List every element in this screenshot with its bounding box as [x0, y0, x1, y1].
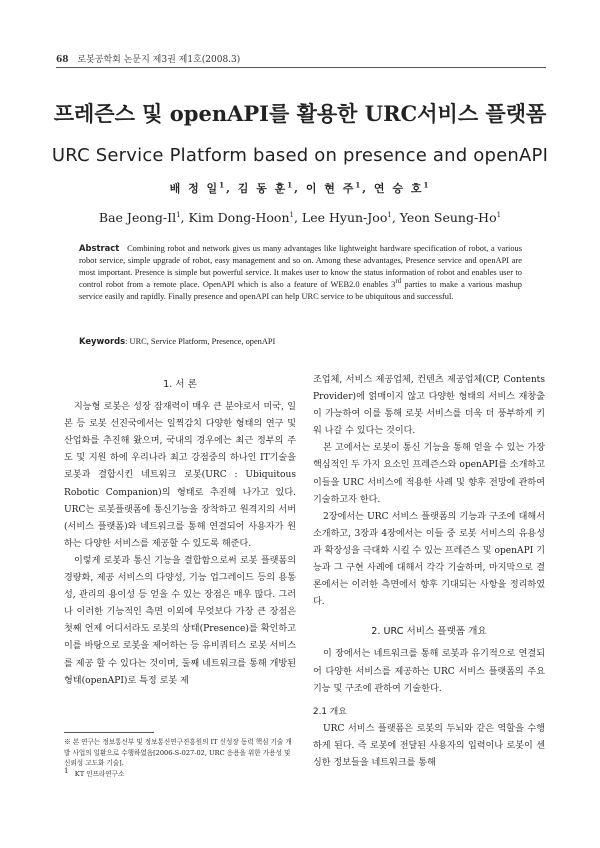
english-authors: Bae Jeong-Il$^1$, Kim Dong-Hoon$^1$, Lee Hyun-Joo$^1$, Yeon Seung-Ho$^1$ — [98, 210, 502, 225]
paragraph: 조업체, 서비스 제공업체, 컨텐츠 제공업체(CP, Contents Provider)에 얽매이지 않고 다양한 형태의 서비스 재창출이 가능하여 이를 통해 로봇 서비스를 더욱 더 풍부하게 키워 나갈 수 있다는 것이다. — [313, 375, 545, 437]
paragraph: 2장에서는 URC 서비스 플랫폼의 기능과 구조에 대해서 소개하고, 3장과 4장에서는 이들 중 로봇 서비스의 유용성과 확장성을 극대화 시킬 수 있는 프레즌스 및 openAPI 기능과 그 구현 사례에 대해서 각각 기술하며, 마지막으로 결론에서는 이러한 측면에서 향후 기대되는 사항을 정리하였다. — [313, 511, 545, 608]
korean-authors: 배 정 일$^1$, 김 동 훈$^1$, 이 현 주$^1$, 연 승 호$^1$ — [169, 180, 431, 195]
paragraph: 본 고에서는 로봇이 통신 기능을 통해 얻을 수 있는 가장 핵심적인 두 가지 요소인 프레즌스와 openAPI를 소개하고 이들을 URC 서비스에 적용한 사례 및 향후 전망에 관하여 기술하고자 한다. — [313, 443, 545, 505]
paragraph: 지능형 로봇은 성장 잠재력이 매우 큰 분야로서 미국, 일본 등 로봇 선진국에서는 일찍감치 다양한 형태의 연구 및 산업화를 추진해 왔으며, 국내의 경우에는 최근 정부의 주도 및 지원 하에 우리나라 최고 강점중의 하나인 IT기술을 로봇과 결합시킨 네트워크 로봇(URC : Ubiquitous Robotic Companion)의 형태로 추진해 나가고 있다. URC는 로봇플랫폼에 통신기능을 장착하고 원격지의 서버(서비스 플랫폼)와 네트워크를 통해 연결되어 사용자가 원하는 다양한 서비스를 제공할 수 있도록 해준다. — [64, 402, 296, 549]
footnote-rule — [64, 732, 154, 733]
author-name: Bae Jeong-Il — [98, 210, 177, 225]
author-name: 이 현 주 — [305, 182, 356, 195]
author-affiliation-mark: 1 — [355, 180, 363, 190]
keywords — [79, 336, 522, 346]
abstract-label: Abstract — [79, 243, 120, 253]
right-column — [313, 372, 545, 772]
footnote-affiliation-text: KT 인프라연구소 — [74, 769, 125, 778]
keywords-text: : URC, Service Platform, Presence, openAPI — [125, 337, 276, 346]
section-heading-overview: 2. URC 서비스 플랫폼 개요 — [371, 626, 487, 638]
footnote-mark: 1 — [64, 766, 69, 775]
footnote-funding: ※ 본 연구는 정보통신부 및 정보통신연구진흥원의 IT 신성장 동력 핵심 기술 개발 사업의 일환으로 수행하였음[2006-S-027-02, URC 응용을 위한 가용성 및 신뢰성 고도화 기술]. — [64, 738, 292, 767]
author-name: Yeon Seung-Ho — [399, 210, 497, 225]
running-header — [56, 52, 240, 65]
journal-name: 로봇공학회 논문지 제3권 제1호(2008.3) — [77, 55, 241, 65]
paragraph: 이렇게 로봇과 통신 기능을 결합함으로써 로봇 플랫폼의 경량화, 제공 서비스의 다양성, 기능 업그레이드 등의 용통성, 관리의 용이성 등 얻을 수 있는 장점은 매우 많다. 그러나 이러한 기능적인 측면 이외에 무엇보다 가장 큰 장점은 첫째 언제 어디서라도 로봇의 상태(Presence)를 확인하고 이를 바탕으로 로봇을 제어하는 등 유비쿼터스 로봇 서비스를 제공 할 수 있다는 것이며, 둘째 네트워크를 통해 개방된 형태(openAPI)로 특정 로봇 제 — [64, 555, 296, 686]
abstract-text: Combining robot and network gives us many advantages like lightweight hardware specification of robot, a various robot service, simple upgrade of robot, easy management and so on. Among these advantages, Presence service and openAPI are most important. Presence is simple but powerful service. It makes user to know the status information of robot and enables user to control robot from a remote place. OpenAPI which is also a feature of WEB2.0 enables 3 — [79, 244, 522, 289]
page-number: 68 — [56, 55, 69, 65]
author-affiliation-mark: 1 — [496, 210, 502, 219]
author-affiliation-mark: 1 — [219, 180, 227, 190]
author-affiliation-mark: 1 — [287, 180, 295, 190]
section-heading-introduction: 1. 서 론 — [163, 379, 197, 390]
author-name: Kim Dong-Hoon — [188, 210, 290, 225]
left-column — [64, 372, 296, 690]
header-rule — [56, 67, 546, 68]
author-name: Lee Hyun-Joo — [301, 210, 388, 225]
author-affiliation-mark: 1 — [289, 210, 294, 219]
author-name: 배 정 일 — [169, 182, 220, 195]
footnote-affiliation — [64, 766, 296, 780]
subsection-heading: 2.1 개요 — [313, 706, 347, 717]
keywords-label: Keywords — [79, 336, 126, 346]
korean-title: 프레즌스 및 openAPI를 활용한 URC서비스 플랫폼 — [53, 101, 547, 126]
author-name: 김 동 훈 — [237, 182, 288, 195]
author-affiliation-mark: 1 — [423, 180, 431, 190]
paragraph: URC 서비스 플랫폼은 로봇의 두뇌와 같은 역할을 수행하게 된다. 즉 로봇에 전달된 사용자의 입력이나 로봇이 센싱한 정보들을 네트워크를 통해 — [313, 723, 545, 768]
abstract-text-cont: parties to make a various mashup service easily and rapidly. Finally presence and openAPI can help URC service to be ubiquitous and successful. — [79, 280, 522, 301]
author-affiliation-mark: 1 — [387, 210, 392, 219]
spacer — [313, 611, 545, 619]
author-name: 연 승 호 — [373, 182, 424, 195]
abstract — [79, 242, 522, 303]
paragraph: 이 장에서는 네트워크를 통해 로봇과 유기적으로 연결되어 다양한 서비스를 제공하는 URC 서비스 플랫폼의 주요 기능 및 구조에 관하여 기술한다. — [313, 649, 545, 694]
english-title: URC Service Platform based on presence and openAPI — [51, 145, 549, 166]
abstract-superscript: rd — [395, 277, 402, 286]
footnotes — [64, 737, 296, 779]
author-affiliation-mark: 1 — [176, 210, 181, 219]
